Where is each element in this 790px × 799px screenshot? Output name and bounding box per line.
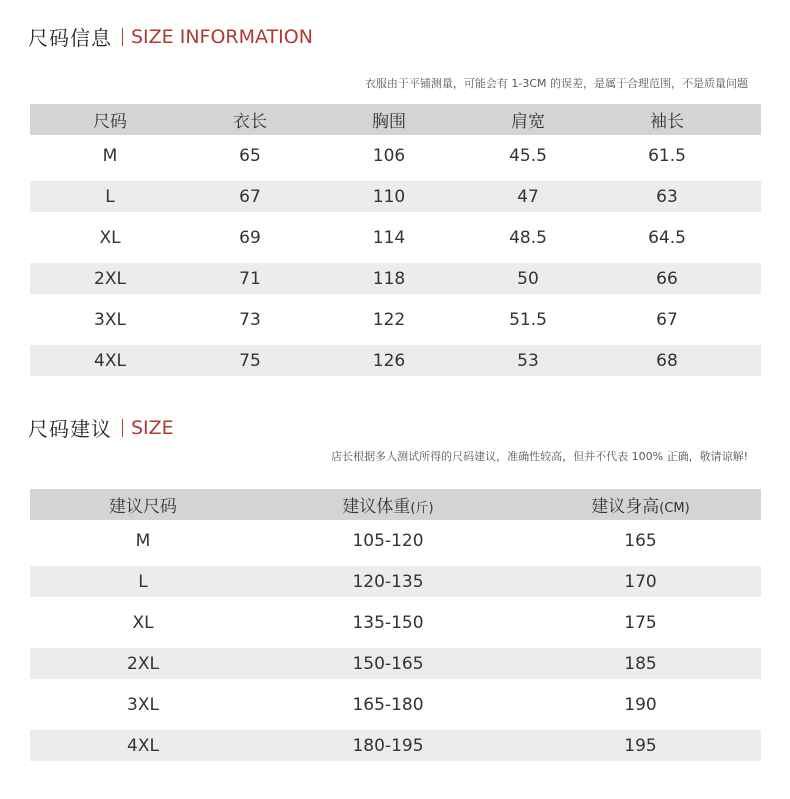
table-cell: 180-195 xyxy=(352,735,424,756)
table-cell: 150-165 xyxy=(352,653,424,674)
header-cell: 肩宽 xyxy=(511,112,545,132)
size-information-title-en: SIZE INFORMATION xyxy=(131,25,313,48)
size-suggestion-title-en: SIZE xyxy=(131,416,174,439)
header-label: 建议体重 xyxy=(342,497,411,517)
header-cell xyxy=(256,492,520,517)
table-cell: 195 xyxy=(624,735,657,756)
table-cell: 66 xyxy=(656,268,678,289)
table-row xyxy=(30,684,761,725)
table-cell: 185 xyxy=(624,653,657,674)
table-cell: 47 xyxy=(517,186,539,207)
table-cell: 110 xyxy=(372,186,406,207)
table-cell: M xyxy=(135,530,151,551)
table-row xyxy=(30,263,761,294)
table-row xyxy=(30,602,761,643)
size-suggestion-title xyxy=(28,413,174,442)
table-cell: 63 xyxy=(656,186,678,207)
header-unit: (CM) xyxy=(659,501,690,516)
table-cell: 118 xyxy=(372,268,406,289)
size-information-title xyxy=(28,22,313,51)
table-cell: 3XL xyxy=(127,694,159,715)
size-suggestion-table xyxy=(30,489,761,766)
table-cell: 75 xyxy=(239,350,261,371)
table-cell: 2XL xyxy=(94,268,126,289)
header-label: 建议尺码 xyxy=(109,497,177,517)
table-cell: 2XL xyxy=(127,653,159,674)
table-cell: L xyxy=(105,186,115,207)
size-information-title-cn: 尺码信息 xyxy=(28,26,112,50)
table-row xyxy=(30,566,761,597)
table-cell: 50 xyxy=(517,268,539,289)
table-cell: 67 xyxy=(656,309,678,330)
table-cell: 165 xyxy=(624,530,657,551)
table-cell: 67 xyxy=(239,186,261,207)
table-cell: 69 xyxy=(239,227,261,248)
table-cell: 135-150 xyxy=(352,612,424,633)
table-header-row xyxy=(30,104,761,135)
title-divider xyxy=(122,419,123,437)
table-row xyxy=(30,217,761,258)
table-cell: 71 xyxy=(239,268,261,289)
header-cell: 胸围 xyxy=(372,112,406,132)
table-row xyxy=(30,299,761,340)
table-cell: XL xyxy=(132,612,154,633)
table-row xyxy=(30,520,761,561)
table-cell: 3XL xyxy=(94,309,126,330)
header-cell: 衣长 xyxy=(233,112,267,132)
table-cell: 53 xyxy=(517,350,539,371)
table-cell: 51.5 xyxy=(509,309,547,330)
title-divider xyxy=(122,28,123,46)
header-cell xyxy=(520,492,761,517)
suggestion-note: 店长根据多人测试所得的尺码建议，准确性较高，但并不代表 100% 正确，敬请谅解! xyxy=(331,450,748,463)
table-cell: XL xyxy=(99,227,121,248)
table-cell: 4XL xyxy=(127,735,159,756)
size-suggestion-title-cn: 尺码建议 xyxy=(28,417,112,441)
table-cell: 105-120 xyxy=(352,530,424,551)
table-header-row xyxy=(30,489,761,520)
table-cell: 190 xyxy=(624,694,657,715)
measurement-note: 衣服由于平铺测量，可能会有 1-3CM 的误差，是属于合理范围，不是质量问题 xyxy=(364,77,748,90)
table-cell: 64.5 xyxy=(648,227,686,248)
header-cell: 尺码 xyxy=(93,112,127,132)
header-cell: 袖长 xyxy=(650,112,684,132)
table-cell: L xyxy=(138,571,148,592)
table-cell: 61.5 xyxy=(648,145,686,166)
table-cell: 122 xyxy=(372,309,406,330)
table-cell: 73 xyxy=(239,309,261,330)
table-row xyxy=(30,648,761,679)
table-cell: 4XL xyxy=(94,350,126,371)
table-cell: 175 xyxy=(624,612,657,633)
table-cell: 68 xyxy=(656,350,678,371)
table-cell: 48.5 xyxy=(509,227,547,248)
table-row xyxy=(30,181,761,212)
header-unit: (斤) xyxy=(410,501,434,516)
table-cell: 165-180 xyxy=(352,694,424,715)
table-cell: M xyxy=(102,145,118,166)
table-row xyxy=(30,345,761,376)
table-cell: 114 xyxy=(372,227,406,248)
table-cell: 65 xyxy=(239,145,261,166)
table-cell: 45.5 xyxy=(509,145,547,166)
header-cell xyxy=(30,492,256,517)
table-cell: 120-135 xyxy=(352,571,424,592)
table-cell: 126 xyxy=(372,350,406,371)
table-cell: 106 xyxy=(372,145,406,166)
header-label: 建议身高 xyxy=(591,497,660,517)
table-row xyxy=(30,135,761,176)
table-row xyxy=(30,730,761,761)
table-cell: 170 xyxy=(624,571,657,592)
size-information-table xyxy=(30,104,761,381)
